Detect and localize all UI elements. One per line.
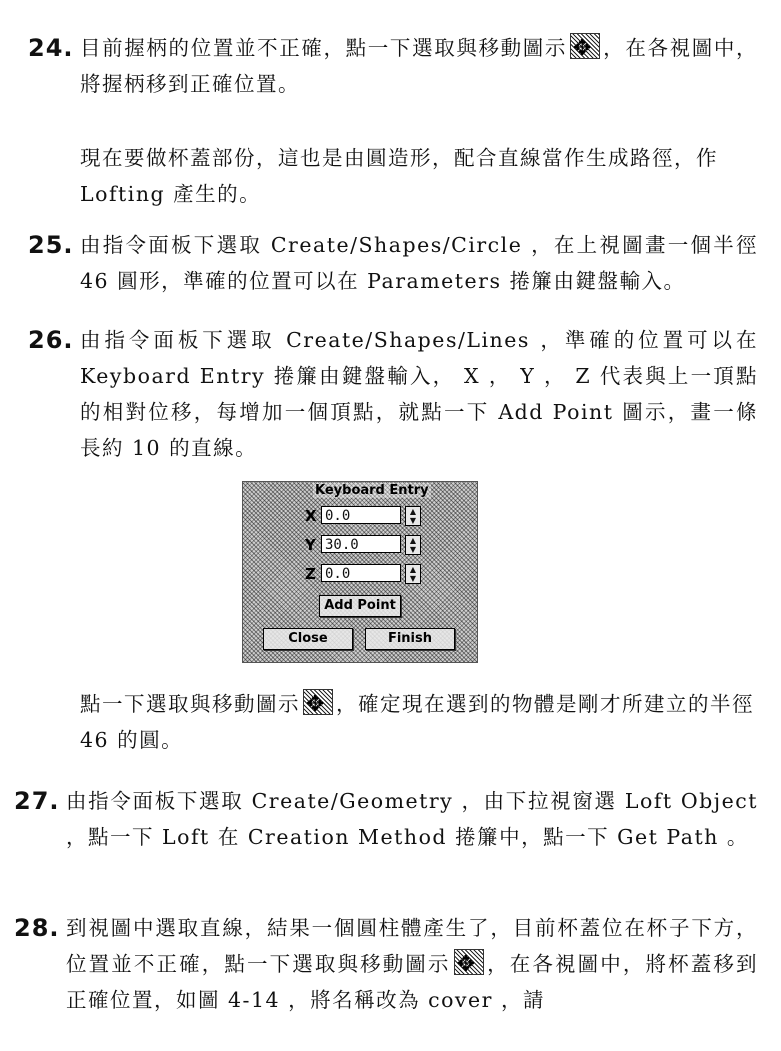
move-icon [570, 33, 600, 59]
step-number: 28. [14, 914, 60, 942]
y-spinner-icon[interactable]: ▲ ▼ [405, 535, 421, 555]
step-number: 25. [28, 231, 74, 259]
step-24 [28, 30, 758, 102]
step-number: 24. [28, 34, 74, 62]
z-input[interactable]: 0.0 [321, 564, 401, 582]
step-text [80, 30, 758, 102]
step-text [80, 227, 758, 299]
step-text [66, 783, 758, 855]
paragraph-text-part: ，確定現在選到的物體是剛才所建立的半徑 46 的圓。 [80, 692, 754, 752]
z-spinner-icon[interactable]: ▲ ▼ [405, 564, 421, 584]
y-field-row [305, 535, 455, 555]
step-26 [28, 322, 758, 466]
close-button[interactable]: Close [263, 628, 353, 650]
step-27 [14, 783, 758, 855]
x-field-row [305, 506, 455, 526]
dialog-title: Keyboard Entry [315, 483, 429, 498]
step-text-part: ，在各視圖中，將握柄移到正確位置。 [80, 36, 759, 96]
step-25 [28, 227, 758, 299]
step-number: 26. [28, 326, 74, 354]
step-text-part: 由指令面板下選取 Create/Shapes/Lines ，準確的位置可以在 Keyboard Entry 捲簾由鍵盤輸入， X ， Y ， Z 代表與上一頂點的相對位移，每增加一個頂點，就點一下 Add Point 圖示，畫一條長約 10 的直線。 [80, 328, 758, 460]
step-text-part: ，在各視圖中，將杯蓋移到正確位置，如圖 4-14 ，將名稱改為 cover ，請 [66, 952, 759, 1012]
move-icon [454, 949, 484, 975]
z-label: Z [305, 565, 316, 583]
step-text-part: 由指令面板下選取 Create/Shapes/Circle ，在上視圖畫一個半徑 46 圓形，準確的位置可以在 Parameters 捲簾由鍵盤輸入。 [80, 233, 758, 293]
step-text-part: 由指令面板下選取 Create/Geometry ，由下拉視窗選 Loft Object ，點一下 Loft 在 Creation Method 捲簾中，點一下 Get Path 。 [66, 789, 758, 849]
step-text [66, 910, 758, 1018]
step-28 [14, 910, 758, 1018]
paragraph-text: 現在要做杯蓋部份，這也是由圓造形，配合直線當作生成路徑，作 Lofting 產生的。 [80, 146, 718, 206]
y-input[interactable]: 30.0 [321, 535, 401, 553]
add-point-button[interactable]: Add Point [319, 595, 401, 617]
step-text-part: 目前握柄的位置並不正確，點一下選取與移動圖示 [80, 36, 568, 60]
move-icon [303, 689, 333, 715]
paragraph-text-part: 點一下選取與移動圖示 [80, 692, 300, 716]
cup-lid-intro-paragraph [80, 140, 758, 212]
keyboard-entry-dialog [242, 481, 478, 663]
step-text-part: 到視圖中選取直線，結果一個圓柱體產生了，目前杯蓋位在杯子下方，位置並不正確，點一下選取與移動圖示 [66, 916, 758, 976]
x-spinner-icon[interactable]: ▲ ▼ [405, 506, 421, 526]
finish-button[interactable]: Finish [365, 628, 455, 650]
after-dialog-paragraph [80, 686, 758, 758]
x-input[interactable]: 0.0 [321, 506, 401, 524]
step-number: 27. [14, 787, 60, 815]
x-label: X [305, 507, 317, 525]
z-field-row [305, 564, 455, 584]
step-text [80, 322, 758, 466]
y-label: Y [305, 536, 316, 554]
